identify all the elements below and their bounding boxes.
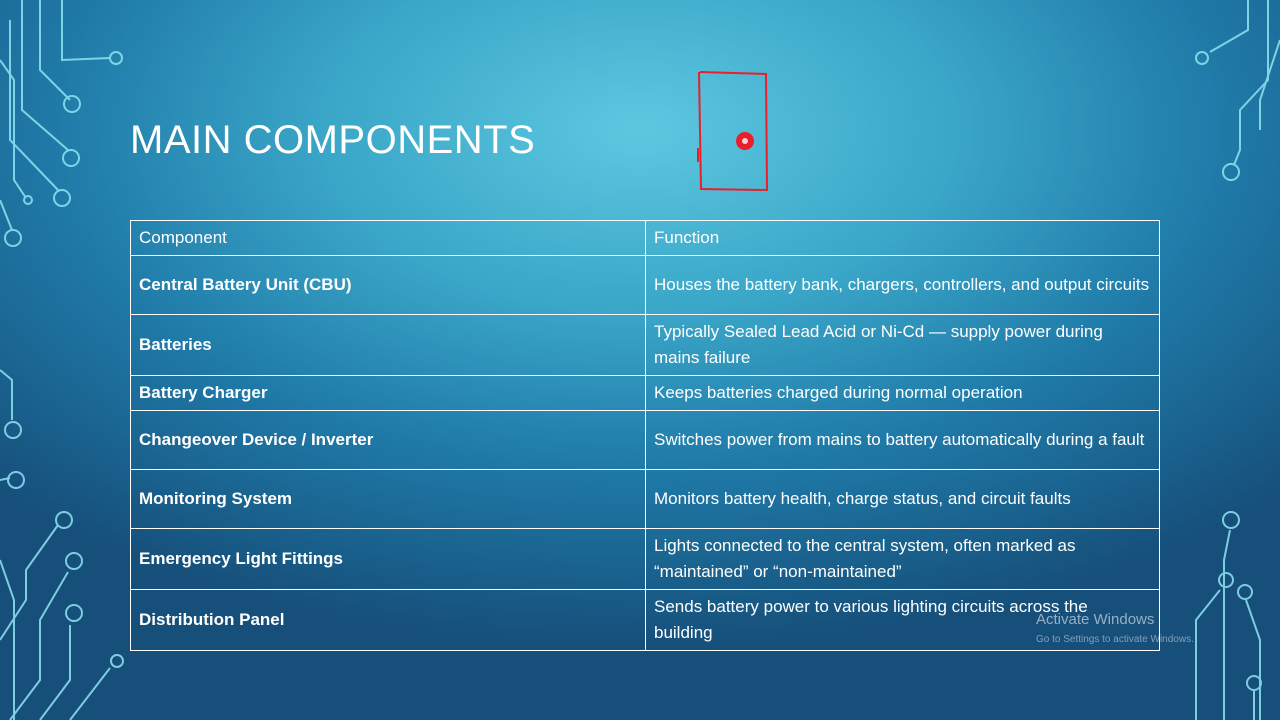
table-row	[131, 470, 1160, 529]
red-pen-annotation	[690, 64, 780, 199]
slide-title: MAIN COMPONENTS	[130, 118, 536, 162]
table-row	[131, 411, 1160, 470]
header-component: Component	[131, 221, 646, 256]
header-function: Function	[646, 221, 1160, 256]
component-cell: Distribution Panel	[131, 590, 646, 651]
table-row	[131, 256, 1160, 315]
component-cell: Central Battery Unit (CBU)	[131, 256, 646, 315]
component-cell: Batteries	[131, 315, 646, 376]
component-cell: Emergency Light Fittings	[131, 529, 646, 590]
table-header-row	[131, 221, 1160, 256]
component-cell: Battery Charger	[131, 376, 646, 411]
table-row	[131, 376, 1160, 411]
function-cell: Houses the battery bank, chargers, controllers, and output circuits	[646, 256, 1160, 315]
component-cell: Monitoring System	[131, 470, 646, 529]
table-row	[131, 529, 1160, 590]
function-cell: Keeps batteries charged during normal operation	[646, 376, 1160, 411]
function-cell: Monitors battery health, charge status, and circuit faults	[646, 470, 1160, 529]
activate-windows-subtitle: Go to Settings to activate Windows.	[1036, 634, 1194, 645]
function-cell: Typically Sealed Lead Acid or Ni-Cd — supply power during mains failure	[646, 315, 1160, 376]
activate-windows-title: Activate Windows	[1036, 611, 1155, 628]
function-cell: Sends battery power to various lighting circuits across the building	[646, 590, 1160, 651]
components-table	[130, 220, 1160, 651]
function-cell: Switches power from mains to battery automatically during a fault	[646, 411, 1160, 470]
component-cell: Changeover Device / Inverter	[131, 411, 646, 470]
table-row	[131, 315, 1160, 376]
function-cell: Lights connected to the central system, often marked as “maintained” or “non-maintained”	[646, 529, 1160, 590]
table-row	[131, 590, 1160, 651]
